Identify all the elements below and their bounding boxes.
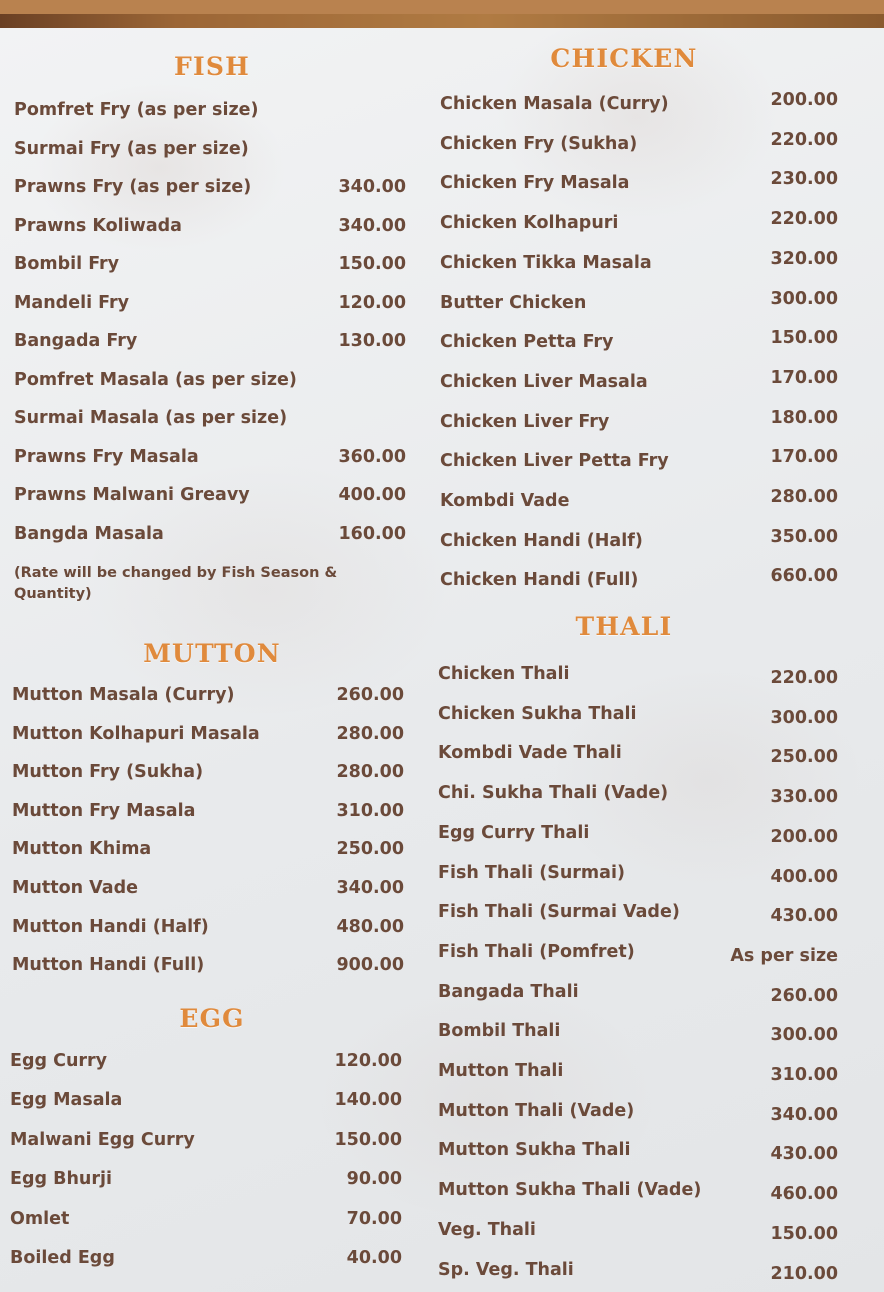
menu-item-price: 360.00 <box>338 446 406 467</box>
menu-item-price: 160.00 <box>338 523 406 544</box>
menu-item-price: 130.00 <box>338 331 406 351</box>
menu-item-price: 150.00 <box>770 1223 838 1244</box>
menu-item-price: 150.00 <box>338 254 406 274</box>
menu-item-row <box>14 179 406 197</box>
menu-item-name: Surmai Masala (as per size) <box>14 408 288 428</box>
menu-item-price: 120.00 <box>338 292 406 313</box>
menu-item-price: 220.00 <box>770 209 838 230</box>
menu-item-row <box>12 687 404 705</box>
menu-item-price: 310.00 <box>336 800 404 821</box>
menu-item-row <box>440 367 838 392</box>
menu-item-price: 250.00 <box>336 839 404 860</box>
menu-item-name: Veg. Thali <box>438 1219 536 1240</box>
menu-item-price: 400.00 <box>770 866 838 887</box>
menu-item-price: 150.00 <box>334 1129 402 1150</box>
menu-item-row <box>12 764 404 782</box>
menu-item-name: Pomfret Masala (as per size) <box>14 369 297 390</box>
section-items-mutton <box>12 687 404 996</box>
menu-item-name: Prawns Koliwada <box>14 215 182 236</box>
menu-item-name: Mutton Fry Masala <box>12 800 196 821</box>
menu-item-row <box>12 723 404 744</box>
menu-item-row <box>10 1250 402 1268</box>
menu-item-row <box>438 862 838 887</box>
section-title-thali: THALI <box>575 612 673 641</box>
menu-item-price: 260.00 <box>336 685 404 705</box>
menu-item-row <box>440 248 838 273</box>
menu-item-row <box>12 841 404 859</box>
menu-item-price: 250.00 <box>770 747 838 768</box>
menu-right-column <box>424 14 884 1292</box>
menu-item-name: Chicken Liver Petta Fry <box>440 451 669 472</box>
menu-item-name: Chicken Liver Masala <box>440 371 648 392</box>
section-title-chicken: CHICKEN <box>550 44 698 73</box>
menu-item-row <box>12 916 404 937</box>
menu-item-row <box>440 90 838 114</box>
menu-item-name: Fish Thali (Pomfret) <box>438 941 635 962</box>
menu-item-price: 340.00 <box>338 215 406 236</box>
menu-item-name: Bangada Thali <box>438 981 579 1002</box>
menu-item-row <box>14 369 406 390</box>
menu-item-name: Bangda Masala <box>14 523 164 544</box>
menu-item-price: 220.00 <box>770 129 838 150</box>
section-items-egg <box>10 1053 402 1289</box>
menu-item-row <box>440 169 838 194</box>
menu-item-name: Mutton Sukha Thali (Vade) <box>438 1180 702 1201</box>
menu-item-name: Fish Thali (Surmai) <box>438 862 625 883</box>
menu-item-row <box>14 487 406 505</box>
menu-left-column <box>0 14 424 1292</box>
menu-item-name: Egg Masala <box>10 1090 123 1111</box>
menu-item-price: 180.00 <box>770 407 838 428</box>
menu-item-row <box>438 743 838 768</box>
menu-item-name: Prawns Malwani Greavy <box>14 485 250 505</box>
menu-item-name: Mutton Handi (Half) <box>12 916 209 937</box>
menu-columns <box>0 14 884 1292</box>
fish-rate-note: (Rate will be changed by Fish Season & Quantity) <box>14 565 338 603</box>
menu-item-row <box>14 215 406 236</box>
menu-item-row <box>14 292 406 313</box>
menu-item-name: Chicken Fry Masala <box>440 173 630 194</box>
menu-item-row <box>440 526 838 551</box>
menu-item-name: Egg Bhurji <box>10 1169 112 1190</box>
menu-item-row <box>438 783 838 808</box>
menu-item-name: Chicken Masala (Curry) <box>440 94 669 114</box>
menu-item-price: 430.00 <box>770 1144 838 1165</box>
menu-item-row <box>14 138 406 159</box>
menu-item-name: Chicken Handi (Full) <box>440 570 639 591</box>
menu-item-row <box>440 328 838 353</box>
menu-item-price: 170.00 <box>770 367 838 388</box>
menu-item-price: 260.00 <box>770 985 838 1006</box>
menu-item-row <box>440 209 838 234</box>
menu-item-name: Boiled Egg <box>10 1248 115 1268</box>
menu-item-name: Mutton Vade <box>12 878 138 898</box>
menu-item-price: 460.00 <box>770 1184 838 1205</box>
section-items-fish <box>14 102 406 564</box>
section-title-mutton: MUTTON <box>143 639 281 668</box>
menu-item-row <box>14 333 406 351</box>
menu-item-row <box>12 800 404 821</box>
menu-item-row <box>14 102 406 120</box>
menu-item-price: 280.00 <box>770 487 838 507</box>
section-title-egg: EGG <box>179 1004 245 1033</box>
menu-item-name: Pomfret Fry (as per size) <box>14 100 259 120</box>
menu-item-row <box>440 288 838 313</box>
menu-item-row <box>14 410 406 428</box>
menu-item-name: Fish Thali (Surmai Vade) <box>438 902 680 923</box>
menu-item-name: Malwani Egg Curry <box>10 1129 195 1150</box>
menu-item-row <box>438 822 838 847</box>
menu-item-price: 70.00 <box>346 1208 402 1229</box>
menu-item-row <box>438 1219 838 1244</box>
menu-item-price: 430.00 <box>770 906 838 927</box>
menu-item-price: 340.00 <box>336 878 404 898</box>
menu-item-price: 300.00 <box>770 1025 838 1046</box>
menu-item-name: Chicken Liver Fry <box>440 411 610 432</box>
menu-item-price: 660.00 <box>770 566 838 587</box>
menu-item-name: Mutton Masala (Curry) <box>12 685 235 705</box>
menu-item-row <box>438 703 838 728</box>
menu-item-price: As per size <box>730 945 838 966</box>
menu-item-row <box>440 566 838 591</box>
menu-item-price: 310.00 <box>770 1065 838 1085</box>
menu-item-name: Mutton Thali (Vade) <box>438 1100 635 1121</box>
menu-item-name: Chicken Sukha Thali <box>438 703 637 724</box>
menu-item-price: 480.00 <box>336 916 404 937</box>
menu-item-name: Prawns Fry (as per size) <box>14 177 252 197</box>
menu-item-row <box>438 664 838 688</box>
menu-item-price: 340.00 <box>770 1104 838 1125</box>
menu-page <box>0 14 884 1292</box>
menu-item-row <box>10 1053 402 1071</box>
menu-item-row <box>440 487 838 511</box>
menu-item-row <box>10 1129 402 1150</box>
menu-item-row <box>12 957 404 975</box>
menu-item-name: Bombil Thali <box>438 1021 561 1042</box>
menu-item-name: Chicken Kolhapuri <box>440 213 619 234</box>
menu-item-price: 350.00 <box>770 526 838 547</box>
menu-item-row <box>438 1061 838 1085</box>
menu-item-price: 230.00 <box>770 169 838 190</box>
menu-item-row <box>440 447 838 472</box>
menu-item-name: Mutton Khima <box>12 839 152 860</box>
menu-item-price: 90.00 <box>346 1169 402 1190</box>
menu-item-name: Egg Curry <box>10 1051 108 1071</box>
menu-item-row <box>438 981 838 1006</box>
menu-item-name: Chicken Petta Fry <box>440 332 614 353</box>
menu-item-row <box>10 1171 402 1189</box>
menu-item-price: 210.00 <box>770 1263 838 1284</box>
menu-item-name: Kombdi Vade Thali <box>438 743 622 764</box>
section-items-chicken <box>440 90 838 610</box>
menu-item-price: 200.00 <box>770 90 838 110</box>
menu-item-price: 140.00 <box>334 1090 402 1111</box>
menu-item-name: Butter Chicken <box>440 292 587 313</box>
menu-item-row <box>438 902 838 927</box>
menu-item-row <box>14 256 406 274</box>
menu-item-price: 280.00 <box>336 762 404 783</box>
menu-item-name: Chicken Fry (Sukha) <box>440 133 638 154</box>
menu-item-row <box>14 523 406 544</box>
menu-item-name: Chicken Tikka Masala <box>440 252 652 273</box>
menu-item-row <box>438 1140 838 1165</box>
menu-item-price: 280.00 <box>336 723 404 744</box>
menu-item-row <box>12 880 404 898</box>
menu-item-price: 120.00 <box>334 1051 402 1071</box>
menu-item-row <box>14 446 406 467</box>
menu-item-name: Mutton Fry (Sukha) <box>12 762 204 783</box>
menu-item-name: Mutton Kolhapuri Masala <box>12 723 260 744</box>
menu-item-name: Mandeli Fry <box>14 292 130 313</box>
menu-item-name: Kombdi Vade <box>440 491 570 511</box>
menu-item-row <box>440 407 838 432</box>
menu-item-price: 330.00 <box>770 787 838 808</box>
menu-item-name: Chicken Handi (Half) <box>440 530 643 551</box>
menu-item-row <box>438 1180 838 1205</box>
menu-item-price: 400.00 <box>338 485 406 505</box>
menu-item-name: Chicken Thali <box>438 664 570 684</box>
menu-item-price: 900.00 <box>336 955 404 976</box>
menu-item-price: 320.00 <box>770 248 838 269</box>
menu-item-name: Bombil Fry <box>14 254 120 274</box>
menu-item-price: 170.00 <box>770 447 838 468</box>
menu-item-name: Bangada Fry <box>14 331 138 351</box>
menu-item-name: Mutton Thali <box>438 1061 564 1081</box>
menu-item-name: Prawns Fry Masala <box>14 446 199 467</box>
menu-item-name: Mutton Sukha Thali <box>438 1140 631 1161</box>
menu-item-price: 40.00 <box>346 1248 402 1268</box>
menu-item-name: Surmai Fry (as per size) <box>14 138 249 159</box>
menu-item-price: 340.00 <box>338 177 406 197</box>
menu-item-row <box>10 1092 402 1110</box>
menu-item-row <box>10 1208 402 1229</box>
menu-item-row <box>440 129 838 154</box>
menu-item-row <box>438 1259 838 1284</box>
menu-item-price: 300.00 <box>770 288 838 309</box>
menu-item-name: Sp. Veg. Thali <box>438 1259 574 1280</box>
menu-item-name: Omlet <box>10 1208 70 1229</box>
menu-item-price: 220.00 <box>770 668 838 688</box>
menu-item-price: 200.00 <box>770 826 838 847</box>
menu-item-price: 150.00 <box>770 328 838 349</box>
menu-item-row <box>438 1021 838 1046</box>
menu-item-name: Chi. Sukha Thali (Vade) <box>438 783 669 804</box>
menu-item-name: Egg Curry Thali <box>438 822 590 843</box>
menu-item-row <box>438 941 838 966</box>
section-title-fish: FISH <box>174 52 250 81</box>
menu-item-row <box>438 1100 838 1125</box>
menu-item-price: 300.00 <box>770 707 838 728</box>
section-items-thali <box>438 664 838 1292</box>
menu-item-name: Mutton Handi (Full) <box>12 955 205 976</box>
